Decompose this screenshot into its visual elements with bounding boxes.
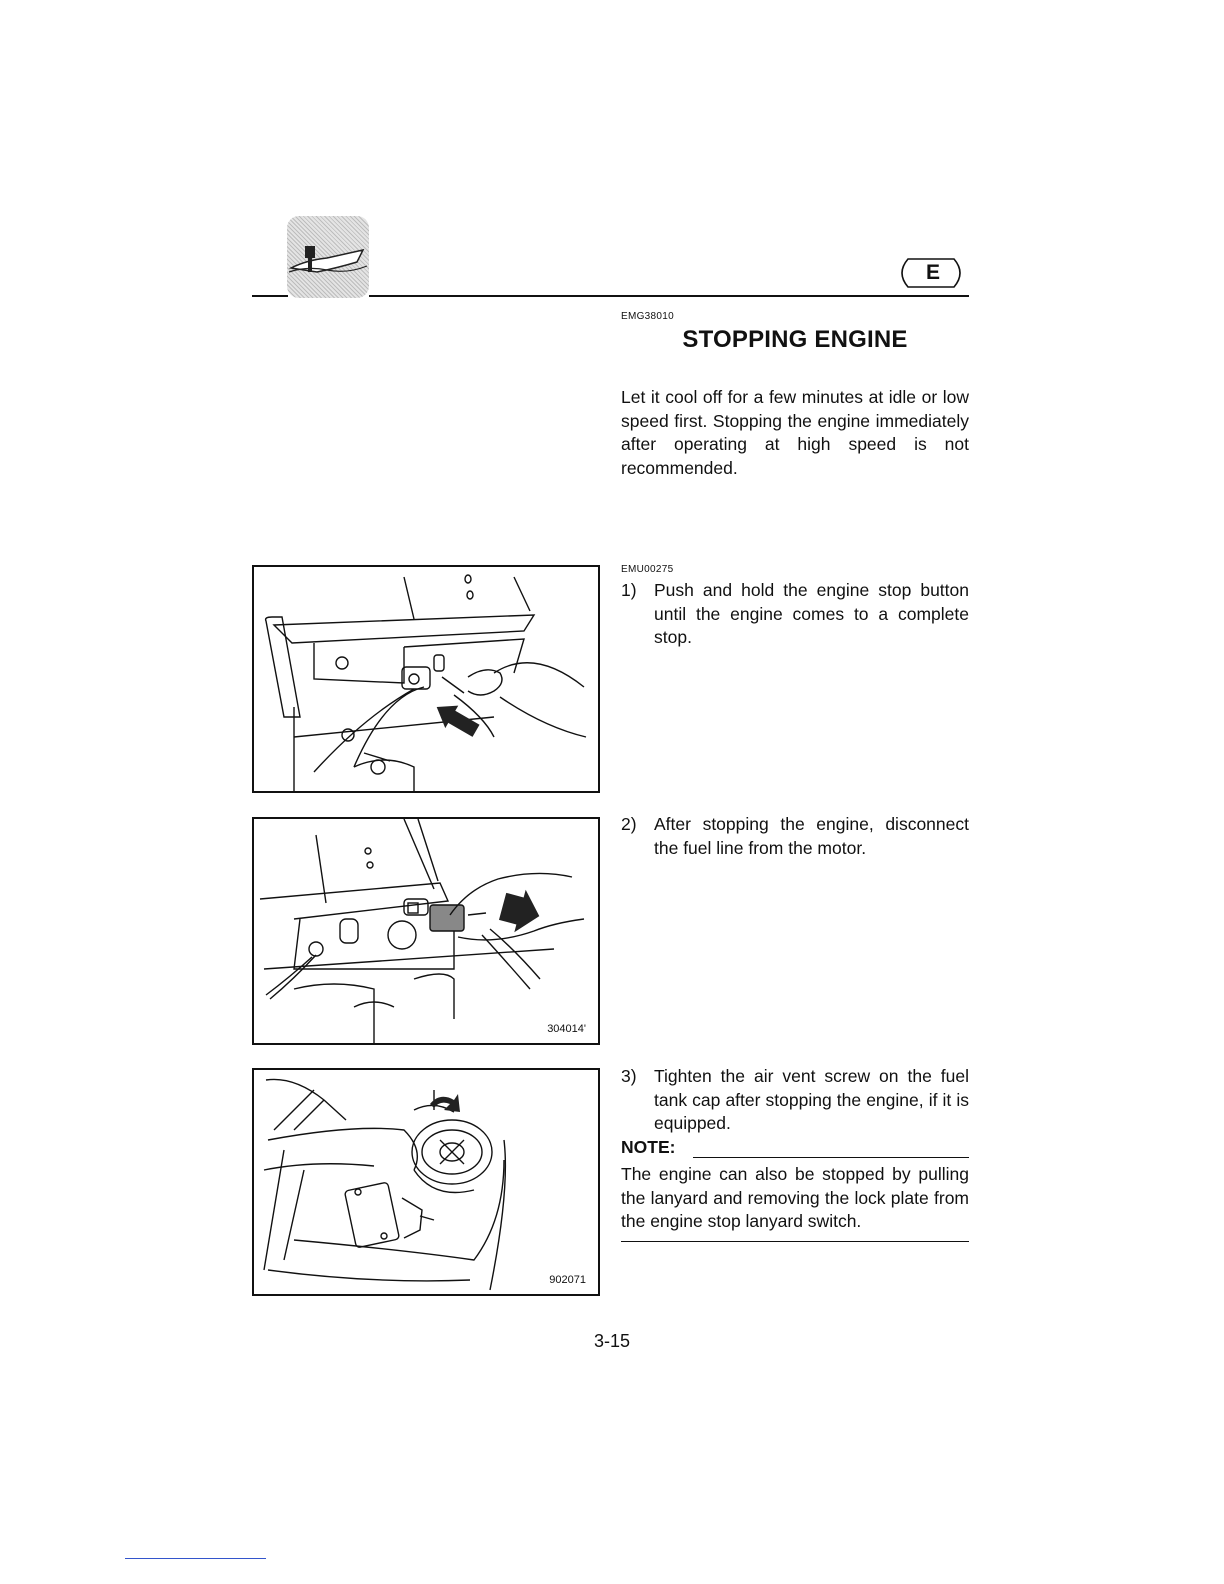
note-text: The engine can also be stopped by pulling the lanyard and removing the lock plate from the engine stop lanyard switch. xyxy=(621,1164,969,1231)
figure-code: 902071 xyxy=(549,1274,586,1286)
step-text: After stopping the engine, disconnect the fuel line from the motor. xyxy=(654,814,969,858)
outboard-boat-icon xyxy=(287,216,369,298)
step-number: 3) xyxy=(621,1066,637,1086)
figure-fuel-tank-cap xyxy=(252,1068,600,1296)
note-label: NOTE: xyxy=(621,1137,676,1157)
page-title: STOPPING ENGINE xyxy=(682,326,908,353)
figure-code: 304014' xyxy=(547,1023,586,1035)
steps-code: EMU00275 xyxy=(621,564,674,575)
step-text: Tighten the air vent screw on the fuel tank cap after stopping the engine, if it is equipped. xyxy=(654,1066,969,1133)
step-number: 2) xyxy=(621,814,637,834)
section-code: EMG38010 xyxy=(621,311,674,322)
header-rule-right xyxy=(369,295,969,297)
header-rule-left xyxy=(252,295,288,297)
step-text: Push and hold the engine stop button until the engine comes to a complete stop. xyxy=(654,580,969,647)
intro-paragraph: Let it cool off for a few minutes at idle or low speed first. Stopping the engine immediately after operating at high speed is not recommended. xyxy=(621,387,969,478)
footer-link-underline xyxy=(125,1558,266,1559)
page-number: 3-15 xyxy=(593,1331,631,1351)
note-header xyxy=(621,1137,969,1161)
step-1 xyxy=(621,579,969,650)
step-3 xyxy=(621,1065,969,1136)
note-end-rule xyxy=(621,1241,969,1242)
note-rule xyxy=(693,1157,969,1158)
language-letter: E xyxy=(925,261,940,284)
step-2 xyxy=(621,813,969,860)
step-number: 1) xyxy=(621,580,637,600)
figure-fuel-line xyxy=(252,817,600,1045)
language-badge xyxy=(898,257,968,289)
figure-engine-stop-button xyxy=(252,565,600,793)
